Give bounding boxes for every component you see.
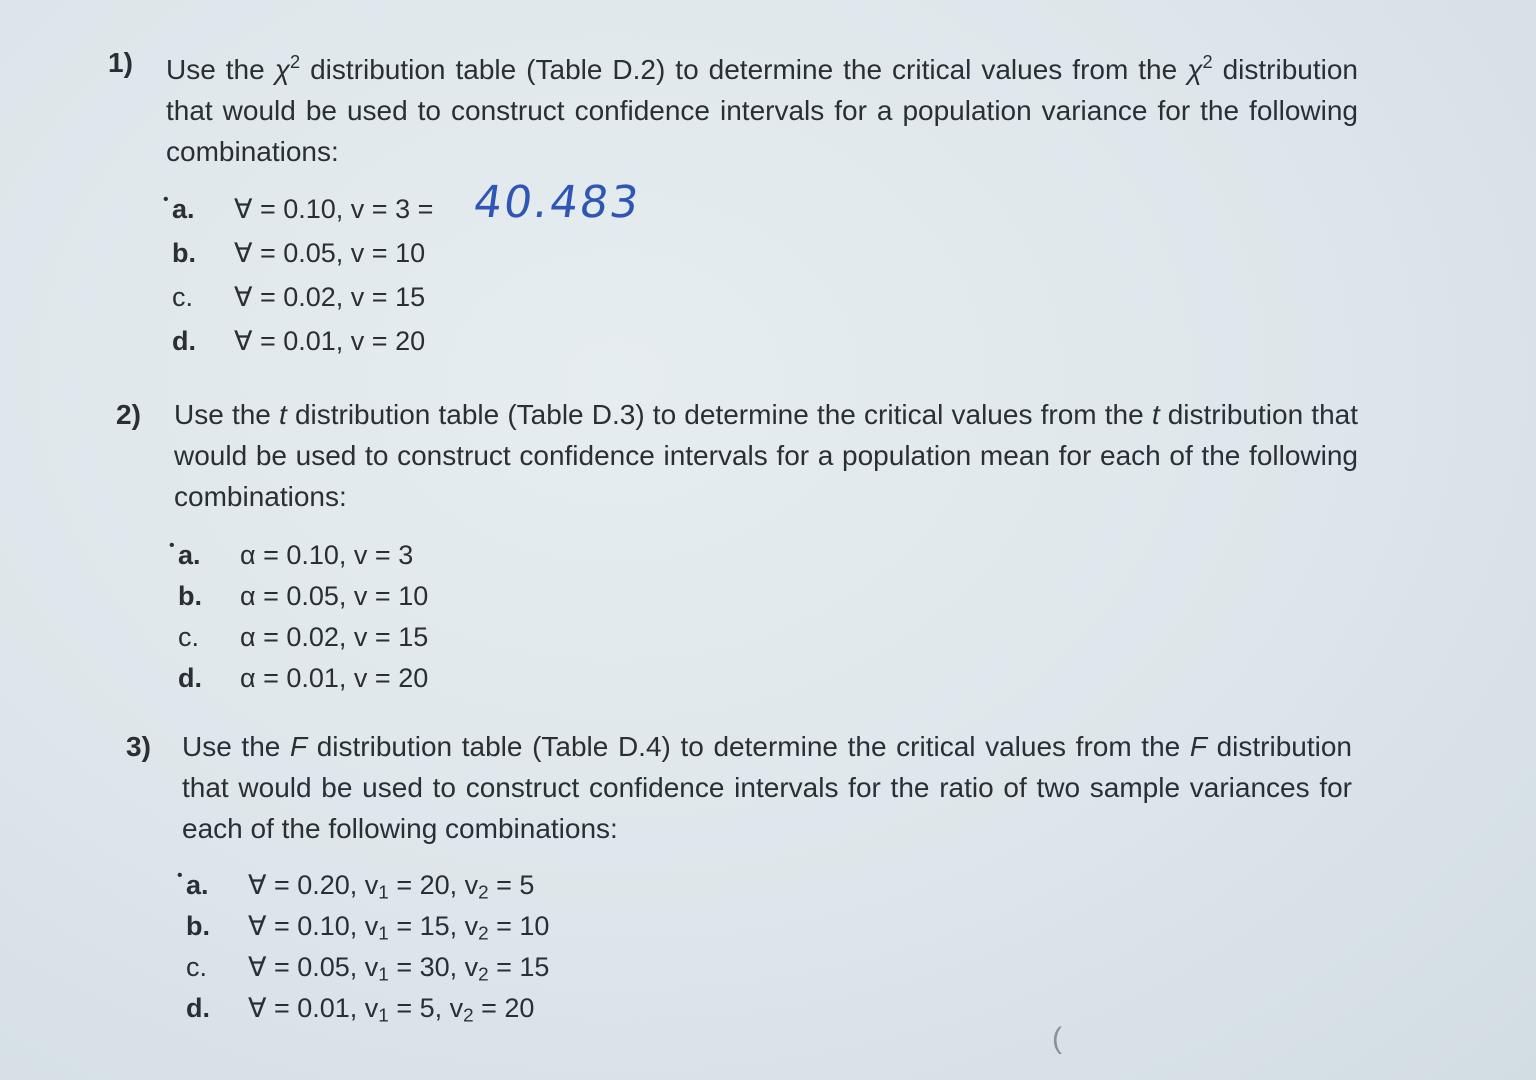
question-text: Use the $\chi^2$ distribution table (Table D.2) to determine the critical values from the $\chi^2$ distribution that would be used to construct confidence intervals for a population variance for the following combinations: bbox=[166, 52, 1358, 167]
question-number: 1) bbox=[108, 47, 133, 78]
item-letter: c. bbox=[186, 952, 208, 982]
item-expression: α = 0.10, v = 3 bbox=[240, 540, 414, 570]
item-letter: c. bbox=[172, 282, 194, 312]
bullet-dot: • bbox=[163, 191, 169, 208]
item-letter: b. bbox=[186, 911, 210, 941]
item-letter: d. bbox=[172, 326, 196, 356]
bullet-dot: • bbox=[177, 867, 183, 884]
question-text: Use the t distribution table (Table D.3) to determine the critical values from the t distribution that would be used to construct confidence intervals for a population mean for each of the following combinations: bbox=[174, 399, 1358, 512]
item-expression: α = 0.01, v = 20 bbox=[240, 663, 429, 693]
item-expression: ∀ = 0.10, v = 3 = bbox=[234, 194, 434, 224]
item-letter: a. bbox=[172, 194, 195, 224]
item-expression: ∀ = 0.10, $v_1 = 15$, $v_2 = 10$ bbox=[248, 911, 550, 945]
stray-parenthesis-mark: ( bbox=[1052, 1022, 1062, 1055]
item-letter: d. bbox=[178, 663, 202, 693]
item-expression: ∀ = 0.01, v = 20 bbox=[234, 326, 426, 356]
question-number: 2) bbox=[116, 399, 141, 430]
item-letter: d. bbox=[186, 993, 210, 1023]
bullet-dot: • bbox=[169, 537, 175, 554]
item-expression: ∀ = 0.05, $v_1 = 30$, $v_2 = 15$ bbox=[248, 952, 550, 986]
item-expression: ∀ = 0.01, $v_1 = 5$, $v_2 = 20$ bbox=[248, 993, 535, 1027]
item-letter: c. bbox=[178, 622, 200, 652]
handwritten-answer: 40.483 bbox=[470, 177, 644, 228]
item-letter: a. bbox=[186, 870, 209, 900]
question-text: Use the F distribution table (Table D.4) to determine the critical values from the F distribution that would be used to construct confidence intervals for the ratio of two sample variances for each of the following combinations: bbox=[182, 731, 1353, 844]
question-number: 3) bbox=[126, 731, 151, 762]
item-letter: b. bbox=[172, 238, 196, 268]
item-letter: b. bbox=[178, 581, 202, 611]
item-expression: ∀ = 0.20, $v_1 = 20$, $v_2 = 5$ bbox=[248, 870, 535, 904]
item-expression: ∀ = 0.02, v = 15 bbox=[234, 282, 426, 312]
item-expression: α = 0.02, v = 15 bbox=[240, 622, 429, 652]
item-expression: ∀ = 0.05, v = 10 bbox=[234, 238, 426, 268]
item-letter: a. bbox=[178, 540, 201, 570]
item-expression: α = 0.05, v = 10 bbox=[240, 581, 429, 611]
